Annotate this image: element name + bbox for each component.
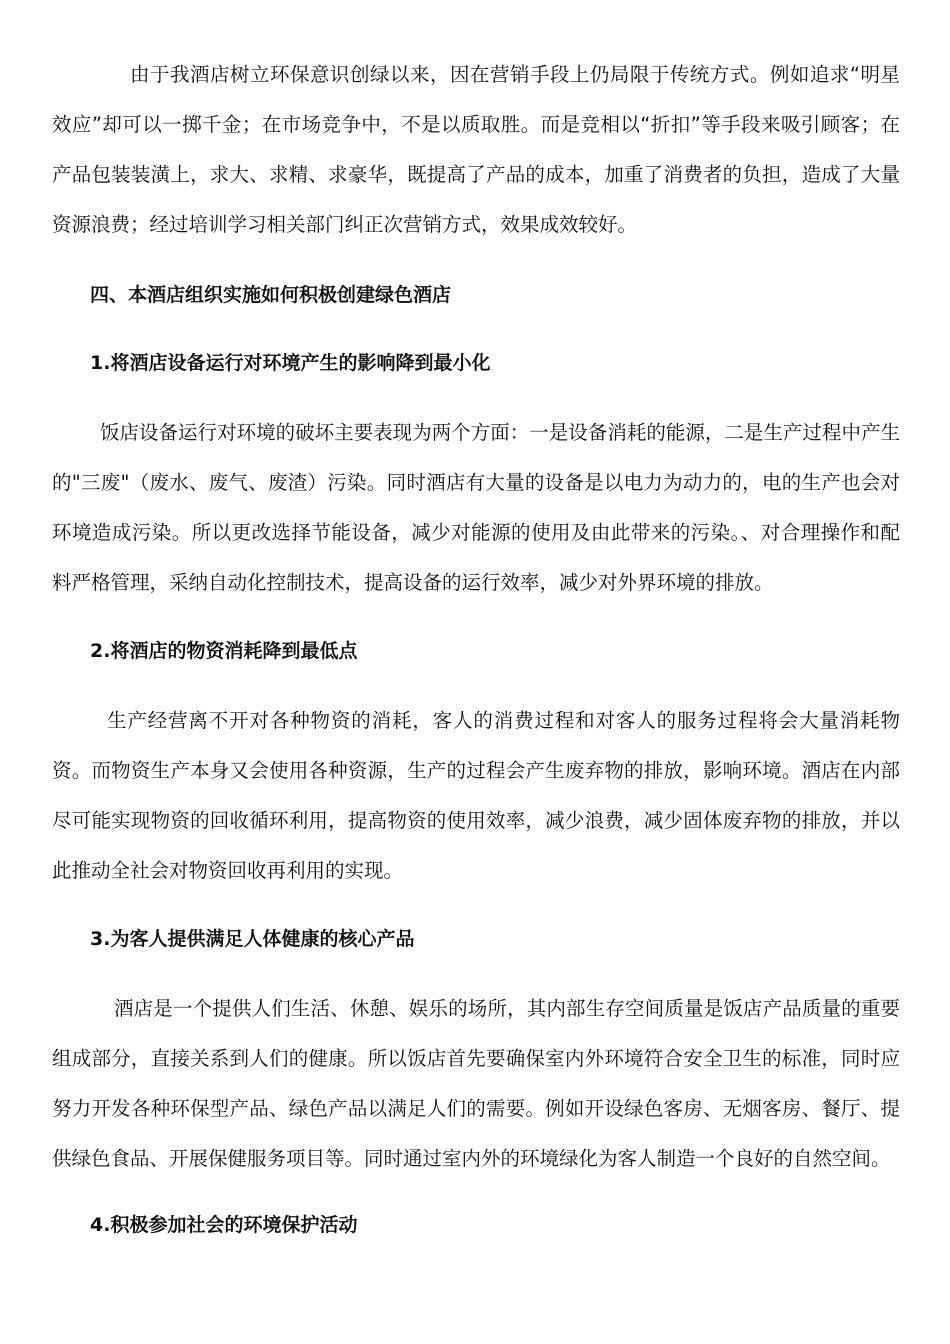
item-2-body: 生产经营离不开对各种物资的消耗，客人的消费过程和对客人的服务过程将会大量消耗物资。而物资生产本身又会使用各种资源，生产的过程会产生废弃物的排放，影响环境。酒店在内部尽可能实现物资的回收循环利用，提高物资的使用效率，减少浪费，减少固体废弃物的排放，并以此推动全社会对物资回收再利用的实现。 bbox=[52, 709, 900, 882]
section-heading: 四、本酒店组织实施如何积极创建绿色酒店 bbox=[90, 284, 452, 306]
item-3-body: 酒店是一个提供人们生活、休憩、娱乐的场所，其内部生存空间质量是饭店产品质量的重要组成部分，直接关系到人们的健康。所以饭店首先要确保室内外环境符合安全卫生的标准，同时应努力开发各种环保型产品、绿色产品以满足人们的需要。例如开设绿色客房、无烟客房、餐厅、提供绿色食品、开展保健服务项目等。同时通过室内外的环境绿化为客人制造一个良好的自然空间。 bbox=[52, 997, 900, 1170]
item-3-heading: 3.为客人提供满足人体健康的核心产品 bbox=[90, 928, 415, 950]
item-2-heading: 2.将酒店的物资消耗降到最低点 bbox=[90, 640, 358, 662]
item-1-body: 饭店设备运行对环境的破坏主要表现为两个方面：一是设备消耗的能源，二是生产过程中产生的"三废"（废水、废气、废渣）污染。同时酒店有大量的设备是以电力为动力的，电的生产也会对环境造成污染。所以更改选择节能设备，减少对能源的使用及由此带来的污染。、对合理操作和配料严格管理，采纳自动化控制技术，提高设备的运行效率，减少对外界环境的排放。 bbox=[52, 421, 900, 594]
intro-paragraph: 由于我酒店树立环保意识创绿以来，因在营销手段上仍局限于传统方式。例如追求“明星效应”却可以一掷千金；在市场竞争中，不是以质取胜。而是竞相以“折扣”等手段来吸引顾客；在产品包装装潢上，求大、求精、求豪华，既提高了产品的成本，加重了消费者的负担，造成了大量资源浪费；经过培训学习相关部门纠正次营销方式，效果成效较好。 bbox=[52, 63, 900, 236]
item-4-heading: 4.积极参加社会的环境保护活动 bbox=[90, 1214, 358, 1236]
item-1-heading: 1.将酒店设备运行对环境产生的影响降到最小化 bbox=[90, 352, 491, 374]
